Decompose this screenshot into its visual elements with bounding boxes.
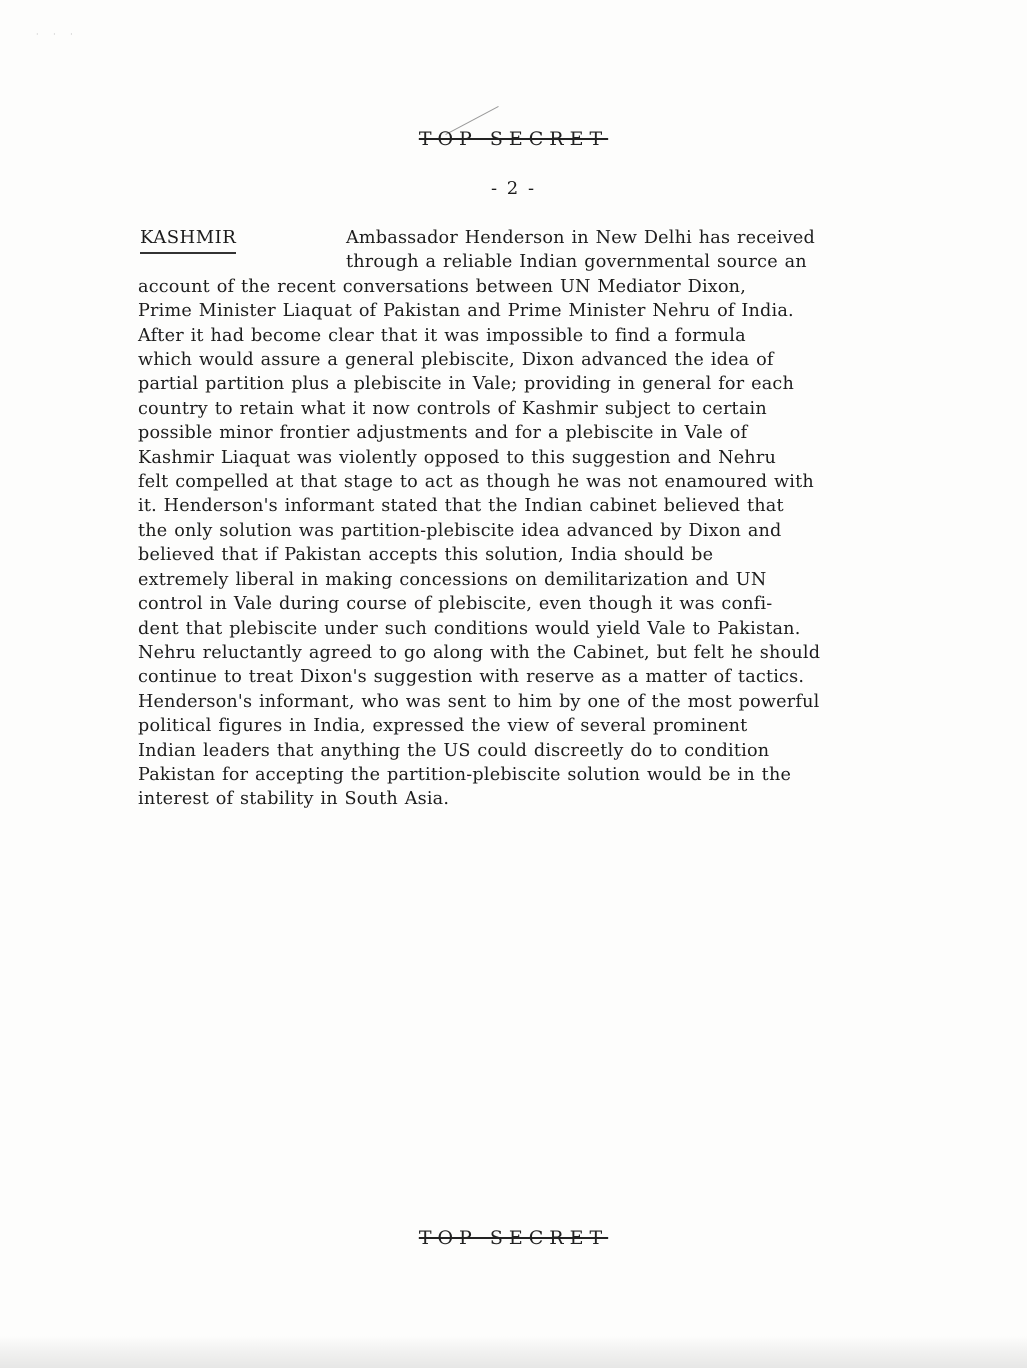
body-line: possible minor frontier adjustments and for a plebiscite in Vale of: [138, 423, 748, 444]
body-line: Ambassador Henderson in New Delhi has received: [346, 228, 815, 248]
body-line: extremely liberal in making concessions on demilitarization and UN: [138, 569, 767, 590]
scan-artifact: · · ·: [36, 30, 79, 39]
body-line: control in Vale during course of plebiscite, even though it was confi-: [138, 594, 773, 615]
body-line: partial partition plus a plebiscite in Vale; providing in general for each: [138, 374, 795, 395]
body-line: it. Henderson's informant stated that the Indian cabinet believed that: [138, 496, 784, 517]
body-line: interest of stability in South Asia.: [138, 789, 450, 810]
body-line: believed that if Pakistan accepts this solution, India should be: [138, 545, 714, 566]
bottom-classification-marking: [0, 1227, 1027, 1249]
body-line: continue to treat Dixon's suggestion with reserve as a matter of tactics.: [138, 667, 805, 688]
body-line: account of the recent conversations between UN Mediator Dixon,: [138, 276, 747, 297]
body-line: Nehru reluctantly agreed to go along with the Cabinet, but felt he should: [138, 642, 821, 663]
body-line: the only solution was partition-plebiscite idea advanced by Dixon and: [138, 520, 782, 541]
body-line: Pakistan for accepting the partition-plebiscite solution would be in the: [138, 764, 792, 785]
scan-edge: [0, 1336, 1027, 1368]
body-line: political figures in India, expressed the view of several prominent: [138, 716, 748, 737]
section-heading: KASHMIR: [140, 226, 236, 254]
body-line: felt compelled at that stage to act as though he was not enamoured with: [138, 472, 814, 493]
body-line: Henderson's informant, who was sent to him by one of the most powerful: [138, 691, 820, 712]
body-line: country to retain what it now controls of Kashmir subject to certain: [138, 398, 767, 419]
body-line: which would assure a general plebiscite, Dixon advanced the idea of: [138, 350, 774, 371]
body-line: Indian leaders that anything the US could discreetly do to condition: [138, 740, 770, 761]
section-body: [138, 226, 938, 812]
body-line: dent that plebiscite under such conditions would yield Vale to Pakistan.: [138, 618, 801, 639]
top-classification-marking: [0, 128, 1027, 150]
classification-text-top: TOP SECRET: [418, 128, 609, 150]
body-line: After it had become clear that it was impossible to find a formula: [138, 325, 746, 346]
classification-text-bottom: TOP SECRET: [418, 1227, 609, 1249]
body-line: through a reliable Indian governmental source an: [346, 252, 807, 273]
page-number: - 2 -: [490, 178, 537, 199]
body-line: Kashmir Liaquat was violently opposed to this suggestion and Nehru: [138, 447, 776, 468]
body-line: Prime Minister Liaquat of Pakistan and Prime Minister Nehru of India.: [138, 301, 794, 322]
